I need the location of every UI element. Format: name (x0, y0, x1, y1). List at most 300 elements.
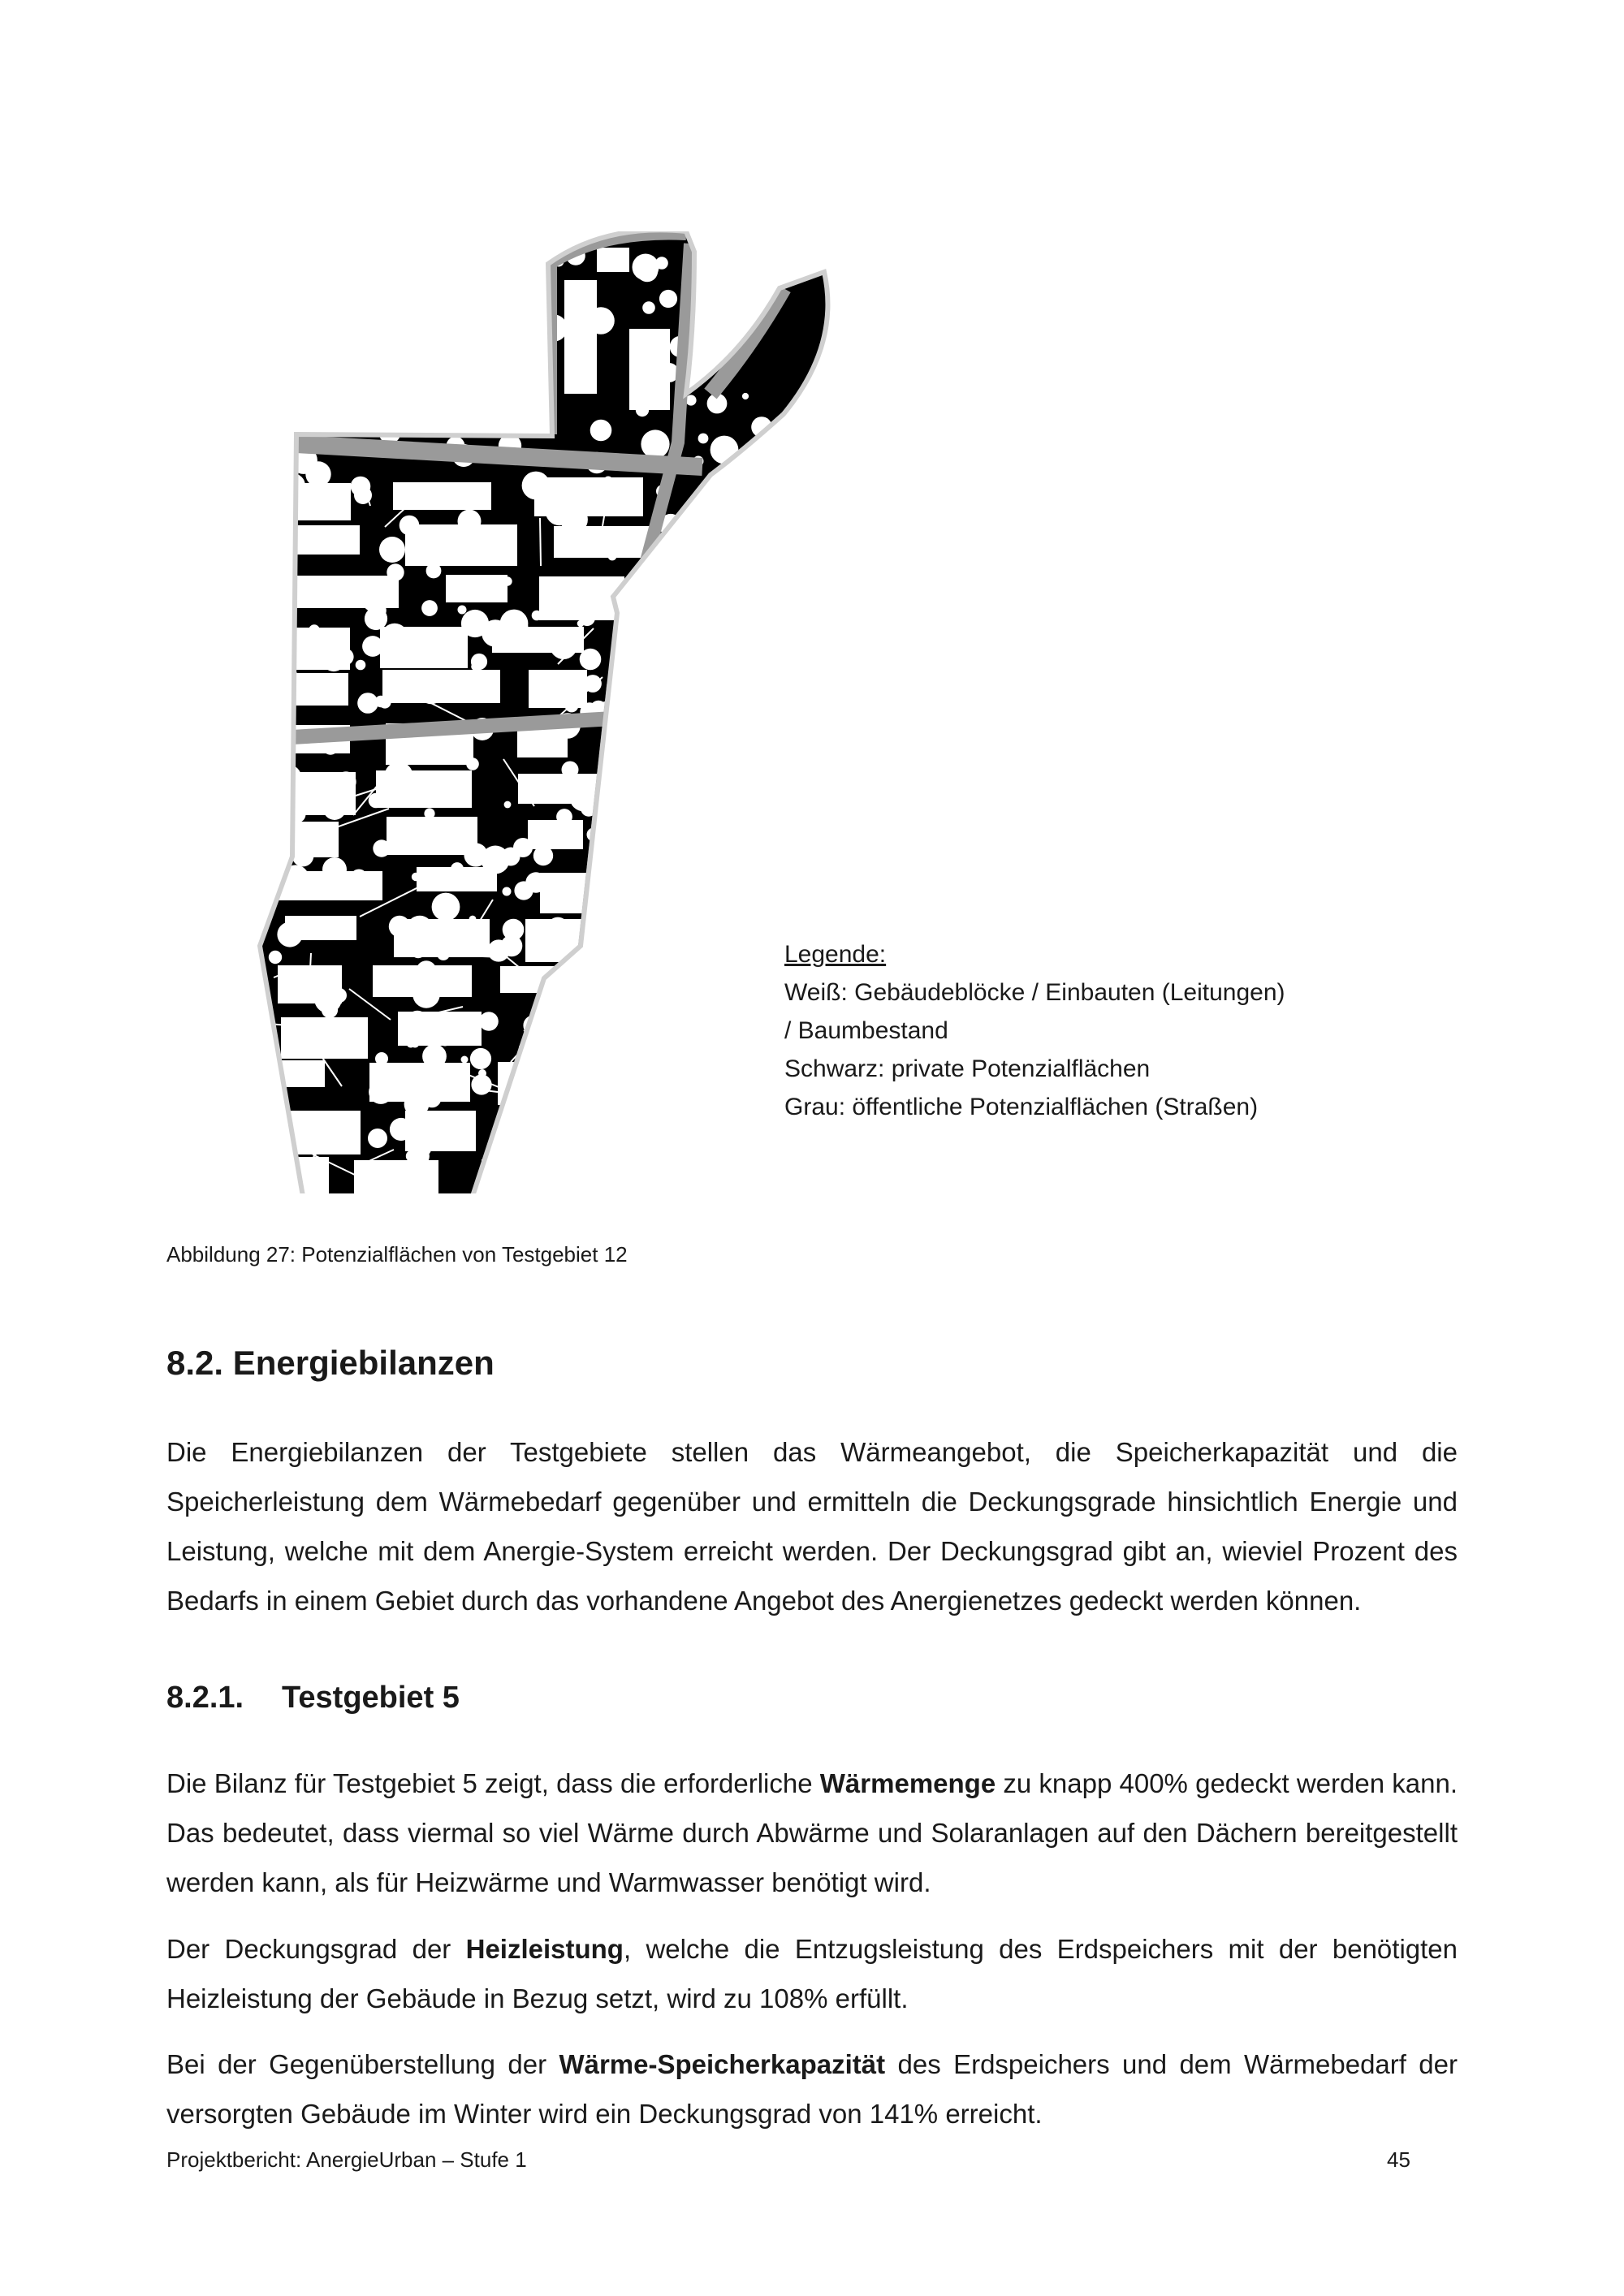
tree (728, 654, 736, 663)
tree (379, 537, 405, 563)
tree (458, 510, 482, 533)
tree (588, 936, 615, 963)
tree (581, 1094, 592, 1105)
tree (410, 942, 426, 958)
tree (628, 793, 656, 821)
tree (615, 1087, 624, 1096)
tree (714, 861, 740, 887)
tree (520, 387, 548, 416)
tree (450, 672, 468, 690)
tree (288, 986, 298, 996)
tree (260, 329, 288, 357)
tree (652, 567, 680, 595)
tree (423, 1090, 442, 1108)
tree (384, 762, 412, 790)
tree (268, 255, 276, 263)
tree (441, 1085, 456, 1099)
tree (714, 498, 721, 505)
tree (406, 1011, 429, 1034)
tree (503, 373, 522, 391)
tree (730, 651, 745, 667)
tree (647, 741, 676, 770)
tree (537, 1089, 556, 1108)
tree (470, 1048, 491, 1069)
tree (590, 420, 612, 442)
tree (659, 642, 666, 650)
figure-caption: Abbildung 27: Potenzialflächen von Testgebiet 12 (166, 1242, 628, 1267)
tree (268, 529, 286, 546)
tree (599, 800, 610, 810)
tree (381, 624, 408, 651)
tree (370, 258, 399, 287)
tree (732, 818, 748, 834)
tree (324, 1111, 336, 1124)
tree (656, 801, 677, 822)
tree (451, 862, 464, 875)
tree (755, 270, 771, 286)
tree (448, 395, 475, 422)
tree (719, 1027, 745, 1054)
tree (411, 525, 421, 536)
tree (752, 490, 768, 506)
tree (661, 587, 672, 598)
tree (762, 978, 780, 995)
tree (742, 393, 749, 399)
tree (560, 506, 588, 533)
tree (275, 765, 302, 792)
tree (608, 736, 626, 754)
tree (268, 727, 280, 740)
tree (721, 476, 745, 500)
tree (323, 797, 346, 820)
subsection-number: 8.2.1. (166, 1681, 244, 1715)
tree (368, 1129, 387, 1148)
tree (362, 285, 370, 293)
tree (641, 429, 669, 458)
building-block (281, 673, 348, 706)
tree (312, 297, 320, 305)
tree (525, 270, 543, 288)
tree (469, 916, 477, 923)
building-block (529, 670, 587, 708)
tree (665, 886, 673, 894)
tree (686, 836, 711, 861)
legend-line-black: Schwarz: private Potenzialflächen (784, 1055, 1151, 1082)
tree (454, 307, 464, 317)
tree (636, 404, 649, 416)
tree (714, 852, 730, 869)
building-block (525, 919, 622, 962)
tree (432, 893, 460, 921)
tree (545, 775, 559, 789)
tree (317, 378, 347, 407)
tree (710, 436, 739, 464)
tree (738, 730, 765, 757)
tree (503, 919, 525, 941)
tree (375, 1052, 388, 1065)
tree (662, 785, 690, 814)
tree (619, 879, 635, 896)
tree (561, 976, 572, 986)
tree (489, 266, 515, 292)
tree (723, 994, 736, 1007)
tree (382, 389, 390, 397)
tree (633, 254, 659, 281)
tree (580, 649, 602, 671)
tree (369, 602, 387, 619)
tree (727, 313, 740, 326)
tree (414, 684, 424, 693)
building-block (531, 1016, 605, 1040)
tree (648, 357, 670, 379)
tree (427, 675, 443, 690)
tree (439, 634, 465, 660)
building-block (597, 248, 629, 272)
tree (615, 951, 628, 964)
tree (723, 245, 752, 274)
tree (279, 542, 292, 556)
tree (389, 916, 410, 937)
tree (356, 660, 366, 671)
tree (683, 614, 711, 642)
tree (407, 1039, 416, 1048)
tree (634, 1041, 652, 1059)
tree (659, 654, 679, 674)
tree (335, 775, 354, 793)
tree (309, 624, 320, 636)
tree (739, 1085, 755, 1102)
tree (428, 941, 437, 950)
tree (412, 981, 439, 1008)
tree (500, 1165, 529, 1193)
tree (719, 1141, 748, 1169)
tree (525, 872, 546, 892)
tree (503, 576, 512, 585)
tree (479, 1012, 499, 1031)
tree (322, 649, 345, 671)
building-block (528, 820, 583, 849)
tree (737, 557, 745, 564)
tree (292, 845, 314, 867)
tree (406, 313, 413, 321)
tree (471, 1074, 491, 1094)
building-block (604, 1068, 718, 1099)
term-speicherkapazitaet: Wärme-Speicherkapazität (559, 2049, 886, 2079)
tree (604, 477, 613, 486)
tree (304, 1111, 318, 1125)
tree (301, 497, 319, 515)
tree (758, 1079, 784, 1104)
building-block (405, 524, 517, 566)
subsection-heading (166, 1681, 460, 1716)
building-block (500, 966, 573, 993)
tree (677, 1011, 701, 1034)
map-legend (784, 935, 1285, 1126)
tree (559, 1142, 582, 1166)
tree (273, 370, 284, 382)
tree (729, 874, 741, 887)
tree (487, 939, 509, 961)
tree (731, 503, 759, 532)
tree (503, 887, 512, 896)
tree (749, 834, 758, 842)
tree (512, 1107, 520, 1115)
tree (617, 1118, 644, 1145)
tree (727, 650, 748, 671)
tree (269, 951, 282, 964)
tree (666, 747, 672, 753)
tree (759, 986, 784, 1010)
tree (314, 986, 342, 1013)
tree (538, 1090, 562, 1115)
tree (752, 874, 769, 891)
tree (510, 275, 529, 294)
tree (354, 486, 372, 504)
tree (461, 1056, 469, 1064)
tree (694, 706, 708, 720)
tree (751, 784, 778, 811)
section-intro-paragraph: Die Energiebilanzen der Testgebiete stellen das Wärmeangebot, die Speicherkapazität und die Speicherleistung dem Wärmebedarf gegenüber und ermitteln die Deckungsgrade hinsichtlich Energie und Leistung, welche mit dem Anergie-System erreicht werden. Der Deckungsgrad gibt an, wieviel Prozent des Bedarfs in einem Gebiet durch das vorhandene Angebot des Anergienetzes gedeckt werden können. (166, 1437, 1458, 1616)
term-waermemenge: Wärmemenge (819, 1768, 996, 1798)
tree (325, 411, 335, 421)
section-heading: 8.2. Energiebilanzen (166, 1344, 495, 1382)
tree (670, 1055, 689, 1074)
tree (483, 317, 490, 324)
building-block (611, 1159, 691, 1193)
tree (390, 1118, 412, 1141)
tree (731, 622, 748, 639)
tree (608, 552, 617, 561)
tree (300, 369, 314, 382)
utility-line (540, 518, 541, 566)
tree (577, 620, 585, 628)
tree (646, 1060, 660, 1075)
tree (566, 484, 582, 500)
tree (430, 883, 438, 891)
tree (427, 348, 449, 370)
tree (756, 848, 778, 870)
tree (500, 610, 529, 638)
building-block (514, 1114, 615, 1149)
tree (304, 354, 321, 370)
paragraph-waermemenge: Die Bilanz für Testgebiet 5 zeigt, dass die erforderliche Wärmemenge zu knapp 400% gedeckt werden kann. Das bedeutet, dass viermal so viel Wärme durch Abwärme und Solaranlagen auf den Dächern bereitgestellt werden kann, als für Heizwärme und Warmwasser benötigt wird. (166, 1768, 1458, 1897)
tree (754, 978, 779, 1002)
tree (709, 936, 728, 955)
tree (646, 702, 658, 714)
tree (339, 1043, 346, 1051)
tree (495, 268, 517, 290)
utility-line (575, 1047, 584, 1077)
tree (677, 707, 700, 730)
tree (726, 288, 748, 310)
tree (612, 1009, 633, 1030)
tree (700, 876, 719, 895)
tree (648, 1136, 674, 1162)
tree (659, 914, 684, 939)
tree (369, 1080, 393, 1104)
tree (729, 978, 757, 1005)
tree (732, 956, 756, 981)
building-block (387, 817, 477, 855)
tree (407, 916, 434, 943)
tree (640, 857, 667, 885)
tree (504, 801, 512, 809)
tree (357, 693, 378, 714)
tree (437, 947, 450, 960)
tree (711, 592, 723, 604)
tree (751, 1142, 771, 1162)
tree (405, 818, 413, 826)
tree (313, 580, 340, 607)
tree (539, 1047, 552, 1060)
tree (642, 301, 655, 314)
tree (306, 779, 322, 796)
utility-line (262, 537, 287, 563)
tree (716, 934, 741, 959)
paragraph-heizleistung: Der Deckungsgrad der Heizleistung, welche die Entzugsleistung des Erdspeichers mit der benötigten Heizleistung der Gebäude in Bezug setzt, wird zu 108% erfüllt. (166, 1934, 1458, 2013)
tree (682, 579, 689, 586)
tree (339, 1024, 349, 1034)
tree (710, 1082, 734, 1106)
tree (706, 244, 727, 265)
utility-line (620, 1181, 650, 1193)
tree (693, 665, 714, 686)
page-number: 45 (1387, 2147, 1410, 2172)
tree (399, 289, 409, 300)
tree (611, 1109, 635, 1133)
tree (532, 611, 542, 621)
tree (440, 1036, 451, 1047)
tree (362, 636, 383, 657)
tree (416, 326, 430, 341)
tree (421, 600, 438, 616)
utility-line (270, 1172, 287, 1193)
tree (641, 791, 649, 798)
tree (482, 846, 510, 874)
subsection-title: Testgebiet 5 (282, 1681, 460, 1715)
tree (542, 1078, 569, 1106)
tree (595, 577, 603, 585)
tree (416, 960, 436, 981)
tree (326, 870, 353, 896)
tree (281, 473, 305, 498)
tree (716, 316, 735, 334)
building-block (266, 1060, 325, 1087)
tree (350, 391, 361, 401)
tree (665, 535, 686, 556)
tree (689, 1167, 702, 1179)
tree (270, 734, 278, 742)
tree (679, 606, 703, 631)
tree (634, 371, 641, 378)
building-block (540, 873, 649, 913)
tree (692, 503, 700, 511)
tree (425, 281, 443, 300)
tree (739, 272, 756, 289)
tree (585, 1033, 595, 1042)
tree (659, 290, 677, 308)
tree (298, 1072, 304, 1079)
tree (406, 1150, 417, 1162)
tree (374, 576, 395, 596)
tree (623, 633, 633, 644)
tree (547, 917, 569, 939)
tree (656, 661, 672, 677)
tree (514, 300, 528, 313)
tree (674, 833, 680, 839)
building-block (604, 723, 702, 753)
tree (676, 1128, 685, 1137)
legend-line-white-cont: / Baumbestand (784, 1017, 948, 1044)
tree (378, 696, 391, 708)
tree (277, 921, 302, 947)
tree (704, 1116, 712, 1124)
tree (741, 941, 759, 960)
tree (622, 925, 633, 936)
tree (544, 990, 569, 1016)
tree (309, 316, 319, 326)
tree (375, 341, 400, 365)
tree (422, 1044, 447, 1068)
tree (305, 461, 330, 486)
building-block (446, 575, 508, 602)
tree (667, 1009, 684, 1026)
tree (565, 699, 579, 713)
tree (556, 809, 572, 825)
tree (619, 917, 632, 930)
paragraph-speicherkapazitaet: Bei der Gegenüberstellung der Wärme-Speicherkapazität des Erdspeichers und dem Wärmebedarf der versorgten Gebäude im Winter wird ein Deckungsgrad von 141% erreicht. (166, 2049, 1458, 2129)
tree (557, 589, 570, 602)
tree (277, 847, 283, 853)
tree (424, 808, 434, 818)
tree (368, 358, 379, 369)
legend-line-grey: Grau: öffentliche Potenzialflächen (Straßen) (784, 1094, 1259, 1120)
tree (466, 757, 479, 770)
tree (471, 654, 487, 670)
tree (738, 1000, 749, 1011)
tree (304, 1072, 316, 1083)
tree (329, 257, 338, 265)
tree (603, 1085, 616, 1098)
tree (584, 675, 602, 693)
legend-heading: Legende: (784, 941, 887, 968)
legend-line-white: Weiß: Gebäudeblöcke / Einbauten (Leitungen) (784, 979, 1285, 1006)
tree (322, 276, 334, 287)
tree (749, 699, 765, 714)
tree (680, 1133, 690, 1143)
tree (625, 989, 641, 1005)
tree (562, 762, 579, 779)
footer-project: Projektbericht: AnergieUrban – Stufe 1 (166, 2147, 527, 2172)
tree (671, 628, 681, 639)
tree (458, 606, 467, 615)
tree (710, 857, 724, 872)
tree (412, 873, 420, 881)
tree (369, 793, 384, 809)
tree (698, 434, 709, 444)
tree (768, 960, 781, 973)
tree (522, 472, 551, 500)
tree (352, 264, 380, 291)
tree (564, 296, 592, 324)
tree (287, 259, 313, 285)
building-block (281, 1017, 368, 1059)
tree (534, 1067, 552, 1085)
tree (550, 632, 577, 659)
tree (373, 839, 390, 857)
tree (400, 386, 408, 395)
tree (533, 846, 553, 865)
